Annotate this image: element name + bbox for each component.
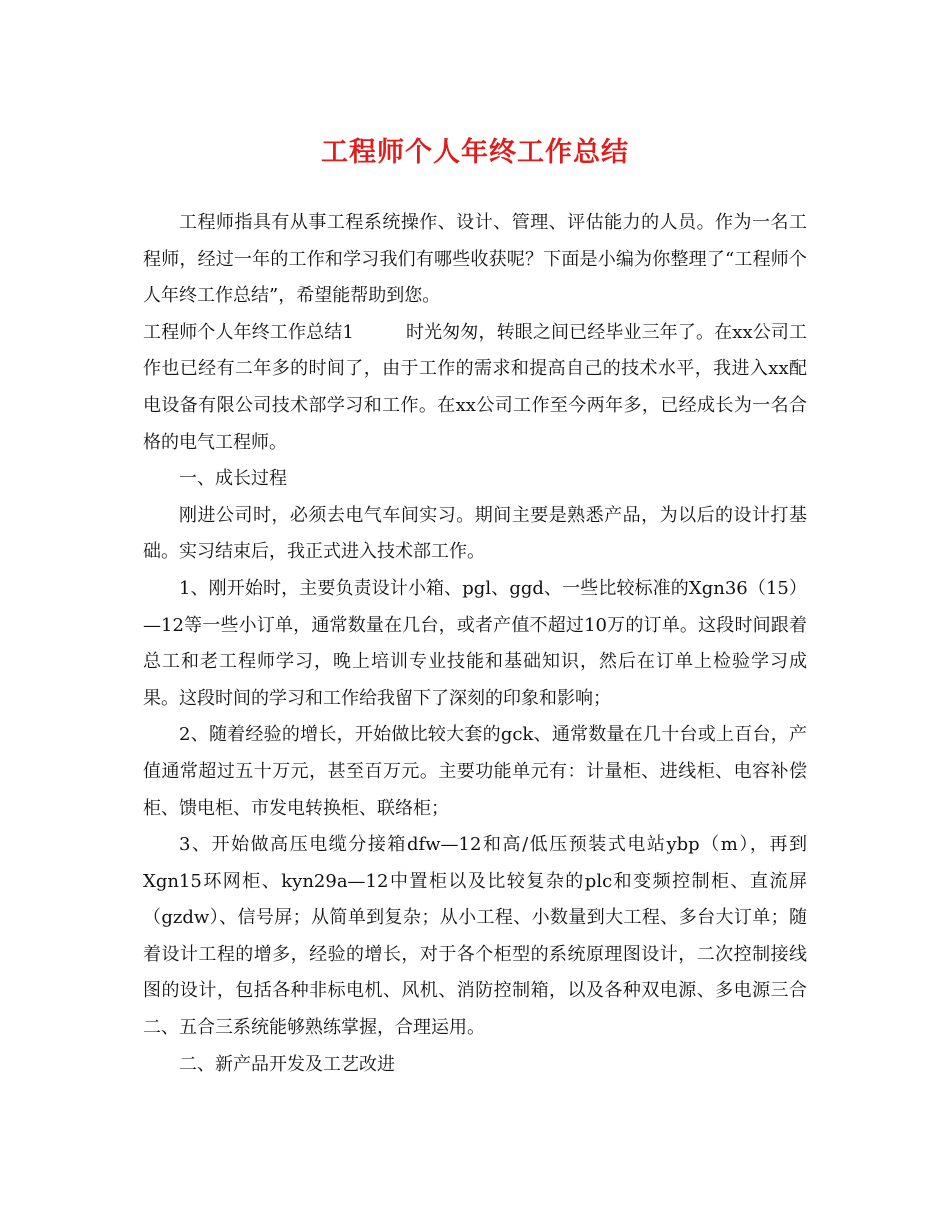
heading-new-products: 二、新产品开发及工艺改进 bbox=[179, 1053, 395, 1075]
section-text: 时光匆匆，转眼之间已经毕业三年了。在xx公司工作也已经有二年多的时间了，由于工作的需求和提高自己的技术水平，我进入xx配电设备有限公司技术部学习和工作。在xx公司工作至今两年多，已经成长为一名合格的电气工程师。 bbox=[143, 321, 807, 453]
paragraph-item-2: 2、随着经验的增长，开始做比较大套的gck、通常数量在几十台或上百台，产值通常超过五十万元，甚至百万元。主要功能单元有：计量柜、进线柜、电容补偿柜、馈电柜、市发电转换柜、联络柜； bbox=[143, 724, 807, 819]
heading-growth: 一、成长过程 bbox=[179, 468, 287, 490]
paragraph-internship: 刚进公司时，必须去电气车间实习。期间主要是熟悉产品，为以后的设计打基础。实习结束后，我正式进入技术部工作。 bbox=[143, 504, 807, 563]
document-body bbox=[143, 205, 807, 1083]
section-paragraph bbox=[143, 315, 807, 461]
document-title: 工程师个人年终工作总结 bbox=[321, 137, 629, 168]
section-label: 工程师个人年终工作总结1 bbox=[143, 321, 354, 343]
paragraph-item-1: 1、刚开始时，主要负责设计小箱、pgl、ggd、一些比较标准的Xgn36（15）—12等一些小订单，通常数量在几台，或者产值不超过10万的订单。这段时间跟着总工和老工程师学习，晚上培训专业技能和基础知识，然后在订单上检验学习成果。这段时间的学习和工作给我留下了深刻的印象和影响； bbox=[143, 577, 807, 709]
intro-paragraph: 工程师指具有从事工程系统操作、设计、管理、评估能力的人员。作为一名工程师，经过一年的工作和学习我们有哪些收获呢？下面是小编为你整理了“工程师个人年终工作总结”，希望能帮助到您。 bbox=[143, 212, 807, 307]
paragraph-item-3: 3、开始做高压电缆分接箱dfw—12和高/低压预装式电站ybp（m），再到Xgn15环网柜、kyn29a—12中置柜以及比较复杂的plc和变频控制柜、直流屏（gzdw）、信号屏；从简单到复杂；从小工程、小数量到大工程、多台大订单；随着设计工程的增多，经验的增长，对于各个柜型的系统原理图设计，二次控制接线图的设计，包括各种非标电机、风机、消防控制箱，以及各种双电源、多电源三合二、五合三系统能够熟练掌握，合理运用。 bbox=[143, 834, 807, 1039]
